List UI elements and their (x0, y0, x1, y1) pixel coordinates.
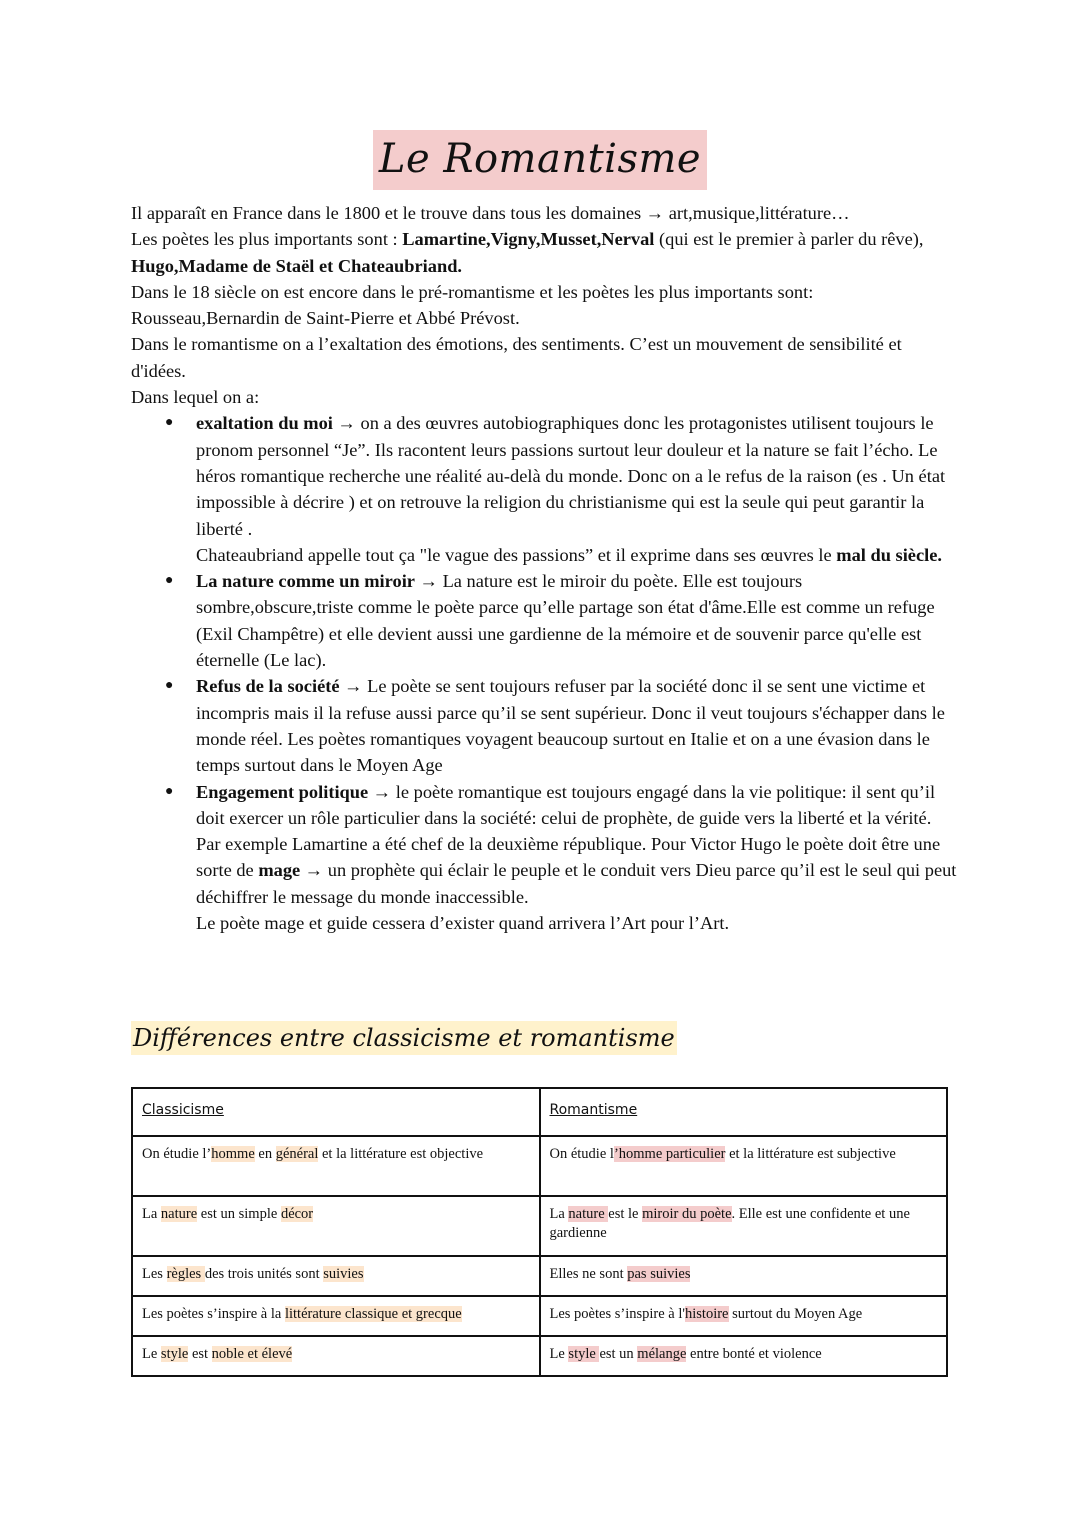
cell-classicisme (132, 1256, 540, 1296)
bullet-term: exaltation du moi (196, 413, 333, 434)
highlighted-text: histoire (685, 1306, 729, 1322)
bullet-extra-text: Par exemple Lamartine a été chef de la deuxième république. Pour Victor Hugo le poète doit être une sorte de (196, 834, 941, 881)
column-header-label: Classicisme (142, 1102, 224, 1118)
cell-text: La (549, 1206, 569, 1222)
bullet-extra-bold: mage (258, 860, 301, 881)
poets-bold-2: Hugo,Madame de Staël et Chateaubriand. (131, 255, 463, 276)
highlighted-text: style (160, 1346, 189, 1362)
bullet-body: Le poète se sent toujours refuser par la société donc il se sent une victime et incompris mais il la refuse aussi parce qu’il se sent supérieur. Donc il veut toujours s'échapper dans le monde réel. Les poètes romantiques voyagent beaucoup surtout en Italie et on a une évasion dans le temps surtout dans le Moyen Age (196, 676, 945, 776)
table-row (132, 1256, 947, 1296)
cell-text: Le (142, 1346, 161, 1362)
bullet-body: on a des œuvres autobiographiques donc les protagonistes utilisent toujours le pronom personnel “Je”. Ils racontent leurs passions surtout leur douleur et la nature se fait l’écho. Le héros romantique recherche une réalité au-delà du monde. Donc on a le refus de la raison (es . Un état impossible à décrire ) et on retrouve la religion du christianisme qui est la seule qui peut garantir la liberté . (196, 413, 946, 539)
page-title: Le Romantisme (373, 130, 707, 190)
cell-text: est le (608, 1206, 643, 1222)
cell-text: est un (599, 1346, 638, 1362)
bullet-icon: ● (165, 573, 174, 589)
bullet-text (196, 673, 961, 778)
text-span: (qui est le premier à parler du rêve), (654, 229, 924, 250)
highlighted-text: noble et élevé (211, 1346, 293, 1362)
bullet-body: La nature est le miroir du poète. Elle est toujours sombre,obscure,triste comme le poète parce qu’elle partage son état d'âme.Elle est comme un refuge (Exil Champêtre) et elle devient aussi une gardienne de la mémoire et de souvenir parce qu'elle est éternelle (Le lac). (196, 571, 935, 671)
cell-text: et la littérature est objective (318, 1146, 484, 1162)
cell-text: est (188, 1346, 212, 1362)
bullet-extra-rest: → un prophète qui éclair le peuple et le conduit vers Dieu parce qu’il est le seul qui peut déchiffrer le message du monde inaccessible. (196, 860, 957, 907)
highlighted-text: décor (280, 1206, 314, 1222)
list-item (131, 673, 961, 778)
arrow-icon: → (339, 676, 368, 697)
bullet-icon: ● (165, 678, 174, 694)
highlighted-text: nature (568, 1206, 609, 1222)
cell-text: Le (549, 1346, 569, 1362)
highlighted-text: règles (166, 1266, 205, 1282)
highlighted-text: pas suivies (627, 1266, 691, 1282)
cell-text: . Elle est une confidente et une gardienne (549, 1206, 910, 1241)
highlighted-text: mélange (637, 1346, 687, 1362)
bullet-extra (196, 542, 961, 568)
highlighted-text: homme (211, 1146, 255, 1162)
cell-classicisme (132, 1296, 540, 1336)
intro-paragraph-1: Il apparaît en France dans le 1800 et le trouve dans tous les domaines → art,musique,littérature… (131, 203, 850, 223)
cell-romantisme (540, 1336, 948, 1376)
cell-text: Les poètes s’inspire à l' (549, 1306, 685, 1322)
intro-paragraph-3: Dans le 18 siècle on est encore dans le pré-romantisme et les poètes les plus importants sont: Rousseau,Bernardin de Saint-Pierre et Abbé Prévost. (131, 281, 814, 329)
bullet-text (196, 779, 961, 832)
cell-classicisme (132, 1336, 540, 1376)
bullet-icon: ● (165, 415, 174, 431)
intro-paragraph-2 (131, 226, 961, 279)
highlighted-text: suivies (323, 1266, 364, 1282)
cell-romantisme (540, 1296, 948, 1336)
column-header-classicisme (132, 1088, 540, 1136)
table-row (132, 1336, 947, 1376)
intro-paragraph-5: Dans lequel on a: (131, 387, 260, 408)
bullet-text (196, 568, 961, 673)
bullet-term: Engagement politique (196, 781, 369, 802)
list-item (131, 568, 961, 673)
highlighted-text: littérature classique et grecque (284, 1306, 462, 1322)
bullet-extra-bold: mal du siècle. (836, 544, 943, 565)
highlighted-text: général (275, 1146, 319, 1162)
cell-text: La (142, 1206, 161, 1222)
arrow-icon: → (368, 781, 396, 802)
bullet-term: La nature comme un miroir (196, 571, 415, 592)
bullet-body: le poète romantique est toujours engagé dans la vie politique: il sent qu’il doit exercer un rôle particulier dans la société: celui de prophète, de guide vers la liberté et la vérité. (196, 781, 936, 828)
comparison-table (131, 1087, 948, 1377)
bullet-icon: ● (165, 783, 174, 799)
body-text (131, 200, 961, 936)
text-span: Les poètes les plus importants sont : (131, 229, 403, 250)
cell-text: des trois unités sont (204, 1266, 324, 1282)
arrow-icon: → (332, 413, 361, 434)
cell-text: On étudie l’ (142, 1146, 212, 1162)
cell-text: On étudie l (549, 1146, 614, 1162)
table-row (132, 1296, 947, 1336)
bullet-extra-text: Chateaubriand appelle tout ça "le vague des passions” et il exprime dans ses œuvres le (196, 544, 837, 565)
column-header-label: Romantisme (549, 1102, 638, 1118)
list-item (131, 779, 961, 937)
bullet-text (196, 410, 961, 541)
bullet-term: Refus de la société (196, 676, 340, 697)
characteristics-list (131, 410, 961, 936)
cell-classicisme (132, 1196, 540, 1256)
intro-paragraph-4: Dans le romantisme on a l’exaltation des émotions, des sentiments. C’est un mouvement de sensibilité et d'idées. (131, 334, 902, 381)
highlighted-text: nature (160, 1206, 198, 1222)
arrow-icon: → (414, 571, 443, 592)
cell-text: et la littérature est subjective (725, 1146, 896, 1162)
table-row (132, 1196, 947, 1256)
cell-romantisme (540, 1136, 948, 1196)
cell-text: entre bonté et violence (686, 1346, 822, 1362)
cell-classicisme (132, 1136, 540, 1196)
title-wrapper (0, 130, 1080, 190)
table-row (132, 1136, 947, 1196)
cell-text: Les poètes s’inspire à la (142, 1306, 285, 1322)
bullet-extra-2: Le poète mage et guide cessera d’exister quand arrivera l’Art pour l’Art. (196, 913, 730, 934)
highlighted-text: ’homme particulier (613, 1146, 726, 1162)
cell-text: Elles ne sont (549, 1266, 628, 1282)
column-header-romantisme (540, 1088, 948, 1136)
cell-romantisme (540, 1256, 948, 1296)
cell-text: est un simple (197, 1206, 281, 1222)
bullet-extra (196, 831, 961, 910)
highlighted-text: miroir du poète (642, 1206, 732, 1222)
cell-text: surtout du Moyen Age (728, 1306, 863, 1322)
cell-text: Les (142, 1266, 167, 1282)
highlighted-text: style (568, 1346, 600, 1362)
cell-text: en (254, 1146, 276, 1162)
table-header-row (132, 1088, 947, 1136)
section-heading: Différences entre classicisme et romantisme (131, 1021, 677, 1055)
poets-bold-1: Lamartine,Vigny,Musset,Nerval (402, 229, 655, 250)
cell-romantisme (540, 1196, 948, 1256)
list-item (131, 410, 961, 568)
